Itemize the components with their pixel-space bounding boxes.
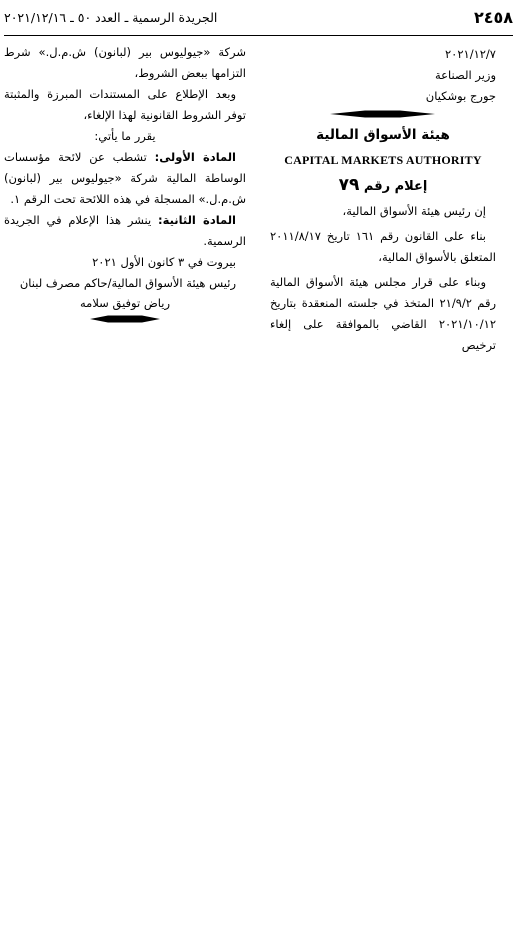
decree-date: ٢٠٢١/١٢/٧ (445, 47, 496, 61)
place-date: بيروت في ٣ كانون الأول ٢٠٢١ (92, 255, 236, 269)
signer-title: وزير الصناعة (435, 68, 496, 82)
header-rule (4, 35, 513, 36)
signer-title-left: رئيس هيئة الأسواق المالية/حاكم مصرف لبنان (19, 276, 236, 290)
review-paragraph: وبعد الإطلاع على المستندات المبرزة والمثبتة توفر الشروط القانونية لهذا الإلغاء، (4, 87, 246, 122)
header-title: الجريدة الرسمية ـ العدد ٥٠ ـ ٢٠٢١/١٢/١٦ (4, 10, 218, 25)
section-divider-ornament (270, 107, 496, 119)
authority-title-en: CAPITAL MARKETS AUTHORITY (284, 153, 482, 167)
signer-name-left: رياض توفيق سلامه (80, 296, 170, 310)
preamble-2: بناء على القانون رقم ١٦١ تاريخ ٢٠١١/٨/١٧ المتعلق بالأسواق المالية، (270, 229, 496, 264)
signer-name: جورج بوشكيان (425, 89, 496, 103)
page-header (4, 8, 513, 32)
page-number: ٢٤٥٨ (473, 8, 513, 27)
preamble-3: وبناء على قرار مجلس هيئة الأسواق المالية رقم ٢١/٩/٢ المتخذ في جلسته المنعقدة بتاريخ ٢٠٢١/١٠/١٢ القاضي بالموافقة على إلغاء ترخيص (270, 275, 496, 352)
article-2-label: المادة الثانية: (158, 213, 237, 227)
article-1 (4, 147, 246, 210)
decides-line: يقرر ما يأتي: (94, 129, 156, 143)
article-1-label: المادة الأولى: (154, 150, 236, 164)
end-divider-ornament (4, 312, 246, 324)
left-column (4, 42, 246, 324)
notice-label: إعلام رقم (363, 179, 428, 194)
notice-number: ٧٩ (338, 175, 360, 195)
continuation-paragraph: شركة «جيوليوس بير (لبانون) ش.م.ل.» شرط التزامها ببعض الشروط، (4, 45, 246, 80)
article-2-text: ينشر هذا الإعلام في الجريدة الرسمية. (4, 213, 246, 248)
article-2 (4, 210, 246, 252)
preamble-1: إن رئيس هيئة الأسواق المالية، (342, 204, 486, 218)
article-1-text: تشطب عن لائحة مؤسسات الوساطة المالية شركة «جيوليوس بير (لبانون) ش.م.ل.» المسجلة في هذه اللائحة تحت الرقم ١. (4, 150, 246, 206)
right-column (270, 42, 496, 356)
notice-heading (270, 175, 496, 197)
authority-title-ar: هيئة الأسواق المالية (316, 127, 450, 143)
